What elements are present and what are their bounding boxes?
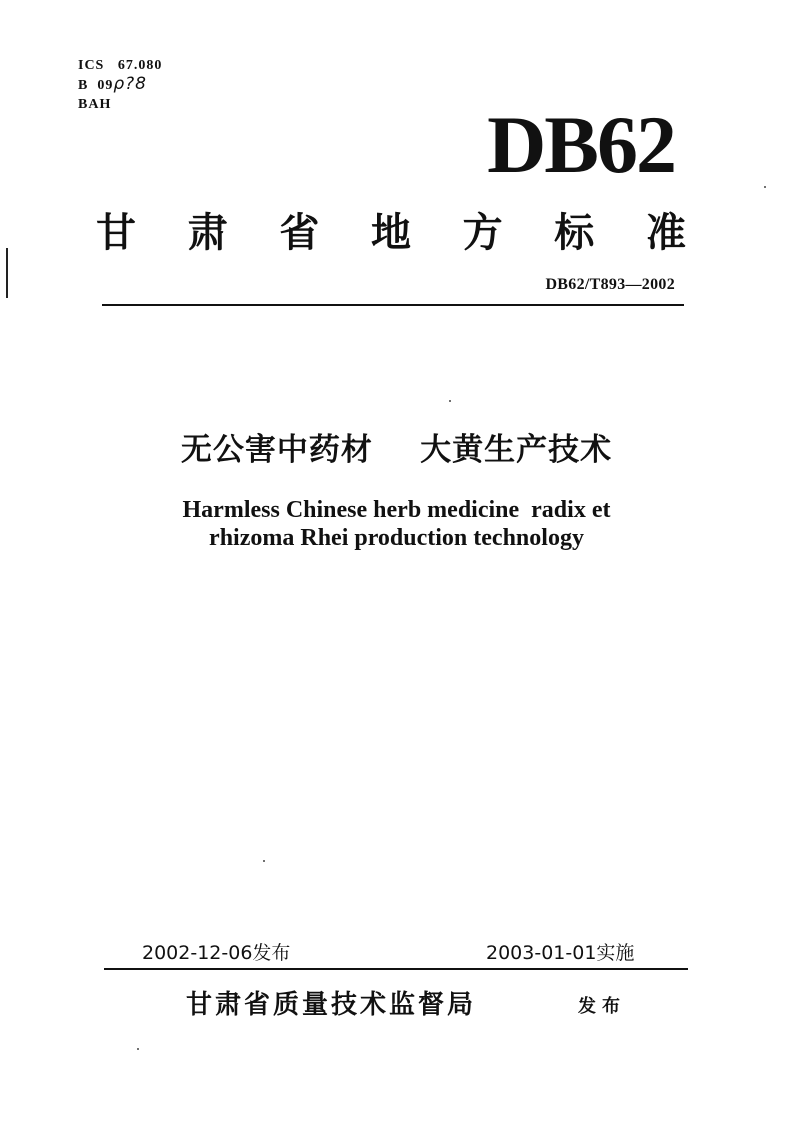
standard-type-char: 方 <box>462 209 503 256</box>
scan-speck <box>137 1048 139 1050</box>
title-english-line-1: Harmless Chinese herb medicine radix et <box>182 497 611 523</box>
title-english <box>0 496 793 552</box>
header-divider <box>102 304 684 306</box>
scan-speck <box>449 400 451 402</box>
standard-type-char: 肃 <box>187 209 228 256</box>
implementation-date: 2003-01-01实施 <box>486 942 635 964</box>
ics-code: ICS 67.080 <box>78 58 163 73</box>
standard-type-char: 地 <box>370 209 411 256</box>
filing-code: BAH <box>78 97 112 112</box>
standard-type-char: 准 <box>645 209 686 256</box>
standard-number: DB62/T893—2002 <box>545 276 675 293</box>
scan-speck <box>764 186 766 188</box>
standard-code: DB62 <box>487 99 675 190</box>
issue-date: 2002-12-06发布 <box>142 942 291 964</box>
ccs-code-typed: B 09 <box>78 78 114 93</box>
publish-label: 发布 <box>578 996 626 1017</box>
title-english-line-2: rhizoma Rhei production technology <box>209 525 584 551</box>
ccs-code-handwritten: ρ?8 <box>113 74 147 94</box>
scan-margin-mark <box>6 248 8 298</box>
standard-type-char: 标 <box>554 209 595 256</box>
ccs-code <box>78 75 162 95</box>
issuing-authority: 甘肃省质量技术监督局 <box>186 990 477 1020</box>
scan-speck <box>263 860 265 862</box>
classification-block <box>78 56 162 114</box>
standard-type-heading <box>96 206 686 260</box>
standard-type-char: 甘 <box>96 209 136 256</box>
title-chinese: 无公害中药材 大黄生产技术 <box>180 432 613 468</box>
standard-type-char: 省 <box>279 209 320 256</box>
footer-divider <box>104 968 688 970</box>
